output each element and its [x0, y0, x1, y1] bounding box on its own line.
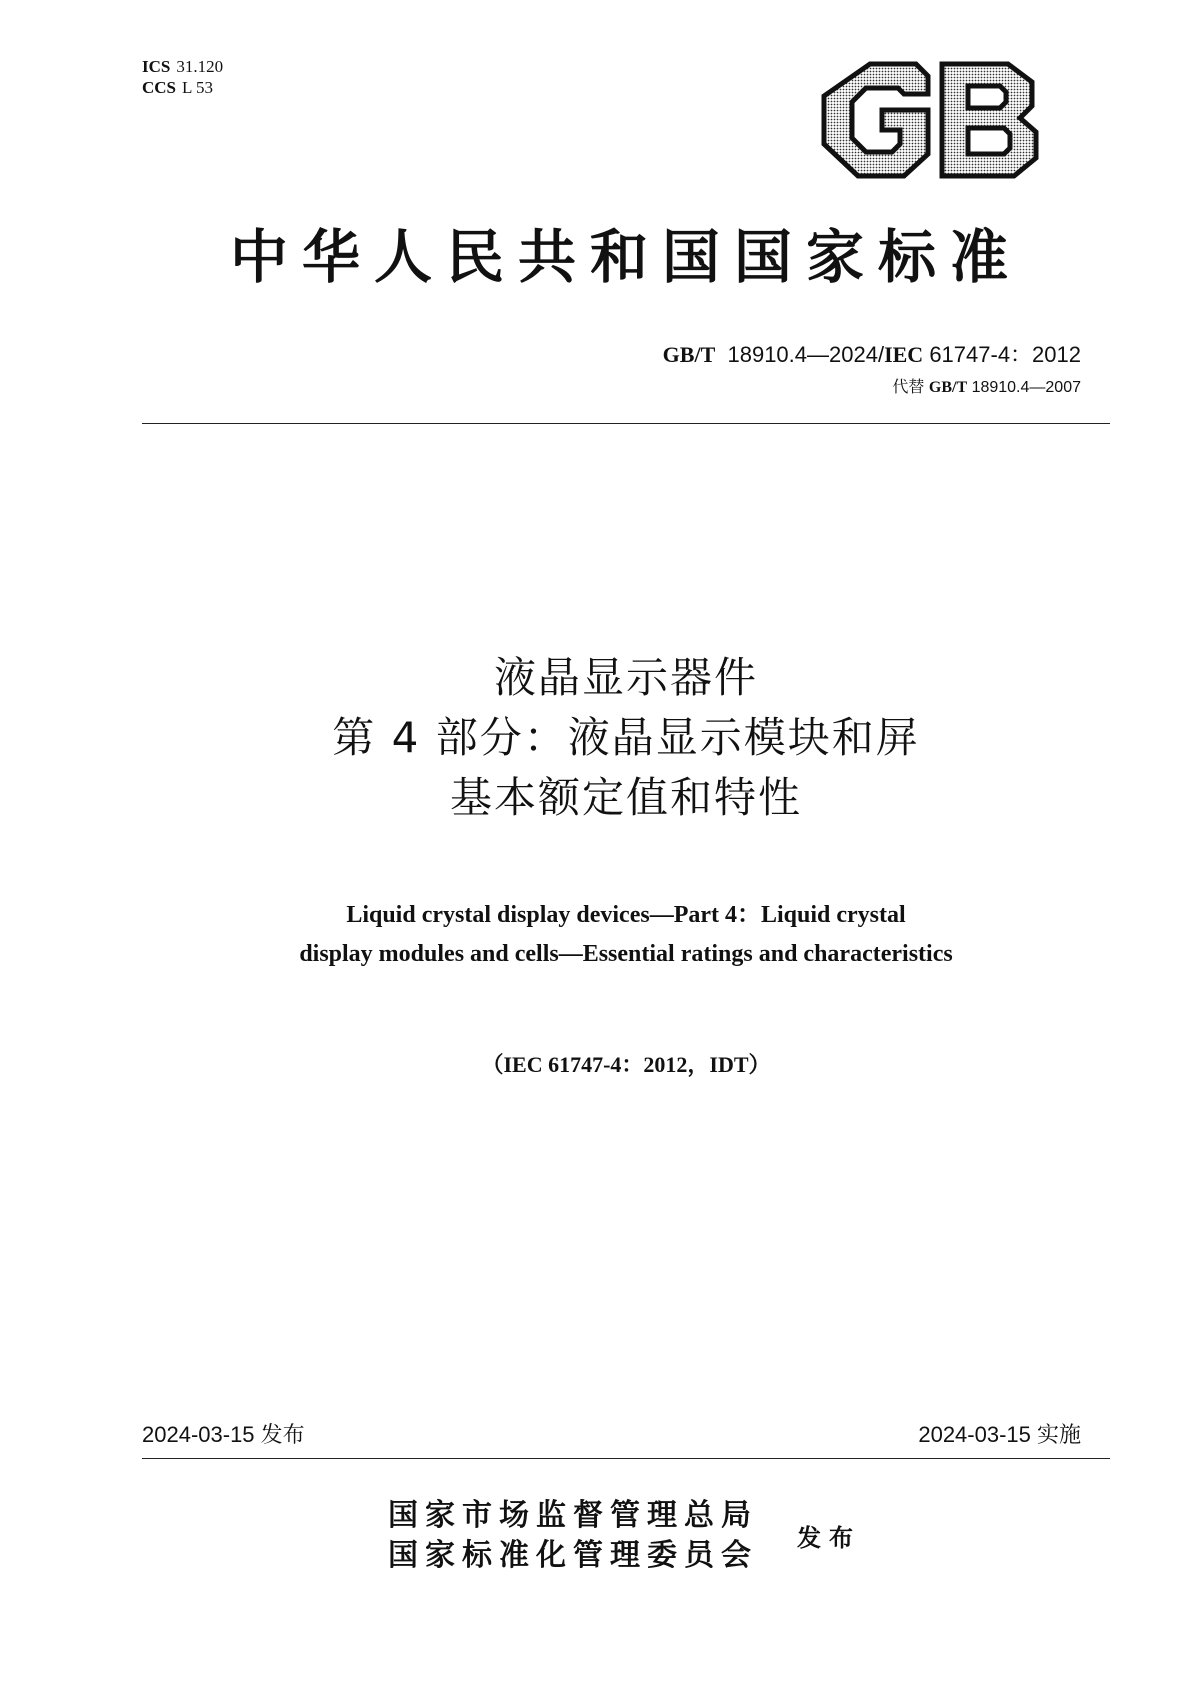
- chinese-title-line-1: 液晶显示器件: [493, 653, 758, 702]
- ccs-line: [142, 77, 223, 98]
- chinese-title: [142, 648, 1110, 828]
- ics-label: ICS: [142, 57, 171, 76]
- issuer-samr: 国家市场监督管理总局: [388, 1498, 758, 1533]
- issue-word: 发布: [797, 1523, 861, 1552]
- standard-number-value: 18910.4—2024/: [727, 342, 885, 367]
- issuing-organizations: [388, 1496, 758, 1576]
- iec-equivalence: （IEC 61747-4：2012，IDT）: [481, 1052, 771, 1077]
- national-standard-title: 中华人民共和国国家标准: [229, 223, 1022, 291]
- replaces-number: 18910.4—2007: [971, 379, 1081, 396]
- top-rule: [142, 423, 1110, 424]
- replaces-prefix: GB/T: [928, 379, 968, 396]
- publish-date: 2024-03-15 发布: [142, 1422, 305, 1447]
- iec-number: 61747-4：2012: [929, 342, 1081, 367]
- ics-line: [142, 56, 223, 77]
- implement-date: 2024-03-15 实施: [918, 1422, 1081, 1447]
- ics-code: 31.120: [176, 57, 224, 76]
- chinese-title-line-2: 第 4 部分：液晶显示模块和屏: [332, 713, 920, 762]
- english-title: [142, 896, 1110, 974]
- bottom-rule: [142, 1458, 1110, 1459]
- standard-prefix: GB/T: [662, 342, 716, 367]
- classification-codes: [142, 56, 223, 98]
- iec-prefix: IEC: [884, 342, 924, 367]
- replaces-label: 代替: [892, 379, 925, 396]
- gb-logo-graphic: [812, 58, 1048, 182]
- english-title-line-2: display modules and cells—Essential ratings and characteristics: [299, 941, 953, 967]
- ccs-label: CCS: [142, 78, 177, 97]
- standard-number: [663, 338, 1081, 369]
- ccs-code: L 53: [182, 78, 214, 97]
- replaces-line: [892, 374, 1081, 397]
- gb-logo: [812, 58, 1048, 182]
- chinese-title-line-3: 基本额定值和特性: [449, 773, 802, 822]
- english-title-line-1: Liquid crystal display devices—Part 4：Liquid crystal: [346, 902, 906, 928]
- issuer-sac: 国家标准化管理委员会: [388, 1538, 758, 1573]
